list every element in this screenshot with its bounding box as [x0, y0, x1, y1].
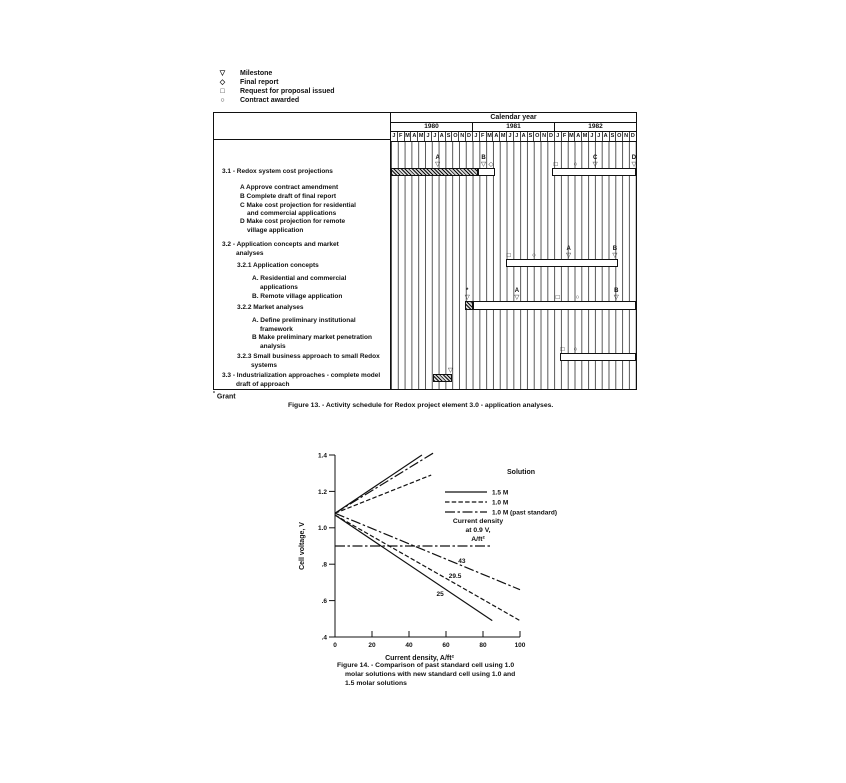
rfp-marker [556, 287, 560, 301]
month-cell: F [561, 132, 568, 141]
discharge-1-0M-value-label: 29.5 [448, 573, 462, 581]
month-cell: M [487, 133, 492, 139]
x-tick-label: 20 [368, 642, 376, 649]
month-cell: S [527, 132, 534, 141]
contract-awarded-icon: ○ [575, 294, 580, 301]
month-header-row [391, 132, 636, 142]
gantt-timeline [391, 113, 636, 389]
final-report-icon: ◇ [488, 161, 494, 168]
rfp-icon: □ [220, 88, 225, 95]
month-cell: O [617, 133, 622, 139]
milestone-icon: ▽ [464, 294, 470, 301]
discharge-1-0M-past-standard-value-label: 43 [458, 557, 466, 565]
milestone-icon: ▽ [219, 70, 226, 77]
task-label-line: and commercial applications [247, 210, 337, 217]
annotation-line: at 0.9 V, [465, 527, 491, 534]
x-axis-label: Current density, A/ft² [385, 655, 454, 662]
annotation-line: A/ft² [471, 536, 485, 543]
month-cell: A [439, 133, 444, 139]
month-cell: D [548, 133, 553, 139]
month-cell: A [494, 133, 499, 139]
bar-3-2-1-application-concepts-segment [506, 259, 618, 267]
milestone-marker [614, 287, 619, 301]
milestone-marker [566, 245, 571, 259]
year-cell: 1981 [472, 123, 554, 131]
task-label-line: 3.3 - Industrialization approaches - complete model [222, 372, 381, 379]
marker-label: A [566, 246, 571, 252]
task-label-line: B. Remote village application [252, 293, 343, 300]
legend-item [218, 78, 335, 87]
month-cell: N [624, 133, 629, 139]
legend-item-label: Final report [240, 79, 279, 86]
grant-footnote [213, 391, 236, 400]
month-cell: M [582, 133, 588, 139]
milestone-icon: ▽ [448, 367, 454, 374]
month-cell: A [603, 133, 608, 139]
charge-1-0M-past-standard-line [335, 453, 433, 513]
bar-3-2-2-market-analyses-segment [473, 301, 636, 310]
bar-3-1-phase-1-segment [478, 168, 495, 176]
task-label-line: D Make cost projection for remote [240, 218, 346, 225]
month-cell: J [595, 132, 602, 141]
task-label-line: applications [260, 284, 298, 291]
year-cell: 1980 [424, 123, 439, 130]
milestone-icon: ▽ [613, 294, 619, 301]
month-cell: A [521, 133, 526, 139]
legend-item-label: Milestone [240, 70, 273, 77]
year-cell: 1982 [554, 123, 636, 131]
milestone-marker [631, 154, 636, 168]
figure-14-chart [293, 443, 593, 688]
month-cell: J [513, 132, 520, 141]
task-label-line: B Complete draft of final report [240, 193, 337, 200]
legend-item [218, 87, 335, 96]
month-cell: O [535, 133, 540, 139]
bar-3-1-phase-1-segment [391, 168, 478, 176]
month-cell: F [397, 132, 404, 141]
rfp-marker [554, 154, 558, 168]
month-cell: N [460, 133, 465, 139]
month-cell: J [588, 132, 595, 141]
rfp-icon: □ [506, 252, 511, 259]
discharge-1-0M-line [335, 515, 520, 621]
milestone-marker [514, 287, 519, 301]
bar-3-2-3-small-business-segment [560, 353, 636, 361]
month-cell: M [500, 133, 506, 139]
footnote-star: * [213, 391, 215, 397]
y-tick-label: 1.2 [317, 488, 327, 496]
bar-3-1-phase-2-segment [552, 168, 636, 176]
task-label-line: systems [251, 362, 278, 369]
rfp-marker [507, 245, 511, 259]
contract-awarded-icon: ○ [531, 252, 536, 259]
milestone-icon: ▽ [612, 252, 618, 259]
task-label-line: A Approve contract amendment [240, 184, 339, 191]
task-label-line: village application [247, 227, 304, 234]
marker-label: D [631, 155, 637, 161]
contract-awarded-marker [573, 339, 577, 353]
discharge-1-5M-value-label: 25 [436, 591, 444, 599]
contract-awarded-icon: ○ [573, 346, 578, 353]
final-report-icon: ◇ [219, 79, 226, 86]
month-cell: J [424, 132, 431, 141]
milestone-marker [448, 360, 453, 374]
y-axis-label: Cell voltage, V [299, 522, 306, 570]
task-label-line: 3.1 - Redox system cost projections [222, 168, 333, 175]
month-cell: J [554, 132, 561, 141]
month-cell: S [445, 132, 452, 141]
month-cell: S [609, 132, 616, 141]
contract-awarded-marker [576, 287, 580, 301]
figure-14-caption-line: Figure 14. - Comparison of past standard cell using 1.0 [337, 662, 515, 669]
task-label-line: 3.2.1 Application concepts [237, 262, 319, 269]
bar-3-3-industrialization-segment [433, 374, 453, 382]
legend-entry-label: 1.0 M (past standard) [492, 509, 558, 517]
month-cell: J [392, 133, 396, 139]
month-cell: D [467, 133, 472, 139]
legend-item [218, 96, 335, 105]
milestone-marker [465, 287, 470, 301]
milestone-icon: ▽ [514, 294, 520, 301]
annotation-line: Current density [452, 518, 504, 525]
x-tick-label: 0 [333, 642, 337, 649]
y-tick-label: .6 [321, 598, 327, 605]
month-cell: D [630, 133, 635, 139]
month-cell: M [418, 133, 424, 139]
month-cell: J [431, 132, 438, 141]
legend-item-label: Request for proposal issued [240, 88, 335, 95]
gantt-task-label-column [214, 113, 391, 389]
task-label-line: B Make preliminary market penetration [252, 334, 372, 341]
rfp-icon: □ [555, 294, 560, 301]
task-label-line: analysis [260, 343, 286, 350]
legend-entry-label: 1.5 M [492, 489, 509, 497]
milestone-icon: ▽ [566, 252, 572, 259]
figure-14-caption-line: 1.5 molar solutions [345, 680, 407, 687]
charge-1-5M-line [335, 455, 422, 513]
month-cell: J [472, 132, 479, 141]
milestone-marker [612, 245, 617, 259]
month-cell: N [542, 133, 547, 139]
marker-label: * [466, 288, 469, 294]
year-header-row [391, 123, 636, 132]
x-tick-label: 60 [442, 642, 450, 649]
milestone-icon: ▽ [631, 161, 637, 168]
month-cell: J [506, 132, 513, 141]
milestone-icon: ▽ [435, 161, 441, 168]
milestone-marker [435, 154, 440, 168]
chart-legend-title: Solution [507, 469, 535, 476]
x-tick-label: 100 [514, 642, 526, 649]
month-cell: A [412, 133, 417, 139]
legend-entry-label: 1.0 M [492, 499, 509, 507]
task-label-line: A. Residential and commercial [252, 275, 347, 282]
month-cell: A [576, 133, 581, 139]
marker-label: B [481, 155, 486, 161]
symbols-legend [218, 69, 335, 105]
task-label-line: C Make cost projection for residential [240, 202, 356, 209]
cell-voltage-plot [293, 443, 593, 683]
contract-awarded-marker [573, 154, 577, 168]
y-tick-label: 1.4 [317, 452, 327, 460]
marker-label: A [514, 288, 520, 294]
final-report-marker [489, 154, 494, 168]
milestone-icon: ▽ [592, 161, 598, 168]
marker-label: A [435, 155, 440, 161]
figure-14-caption-line: molar solutions with new standard cell using 1.0 and [345, 671, 516, 678]
task-label-line: 3.2 - Application concepts and market [222, 241, 339, 248]
figure-13-caption: Figure 13. - Activity schedule for Redox project element 3.0 - application analyses. [288, 402, 554, 409]
rfp-icon: □ [560, 346, 565, 353]
x-tick-label: 80 [479, 642, 487, 649]
month-cell: F [479, 132, 486, 141]
gantt-label-body [214, 139, 390, 389]
rfp-marker [561, 339, 565, 353]
marker-label: C [592, 155, 598, 161]
task-label-line: 3.2.2 Market analyses [237, 304, 304, 311]
milestone-marker [481, 154, 486, 168]
month-cell: M [405, 133, 410, 139]
calendar-year-header: Calendar year [391, 113, 636, 123]
contract-awarded-icon: ○ [573, 161, 578, 168]
task-label-line: draft of approach [236, 381, 290, 388]
gantt-label-header-cell [214, 113, 390, 140]
marker-label: B [614, 288, 619, 294]
milestone-marker [593, 154, 598, 168]
footnote-text: Grant [216, 393, 236, 401]
marker-label: B [612, 246, 618, 252]
contract-awarded-marker [532, 245, 536, 259]
month-cell: O [453, 133, 458, 139]
figure-14-caption [337, 661, 515, 688]
task-label-line: framework [260, 326, 293, 333]
task-label-line: A. Define preliminary institutional [252, 317, 356, 324]
task-label-line: 3.2.3 Small business approach to small Redox [237, 353, 380, 360]
contract-awarded-icon: ○ [220, 97, 225, 104]
figure-13-gantt [213, 112, 637, 390]
bar-3-2-2-market-analyses-segment [465, 301, 473, 310]
y-tick-label: .4 [321, 634, 327, 642]
legend-item [218, 69, 335, 78]
legend-item-label: Contract awarded [240, 97, 300, 104]
task-label-line: analyses [236, 250, 264, 257]
month-cell: M [569, 133, 574, 139]
x-tick-label: 40 [405, 642, 413, 649]
y-tick-label: 1.0 [317, 525, 327, 533]
gantt-grid-body [391, 142, 636, 389]
y-tick-label: .8 [321, 561, 327, 569]
rfp-icon: □ [553, 161, 558, 168]
milestone-icon: ▽ [481, 161, 487, 168]
